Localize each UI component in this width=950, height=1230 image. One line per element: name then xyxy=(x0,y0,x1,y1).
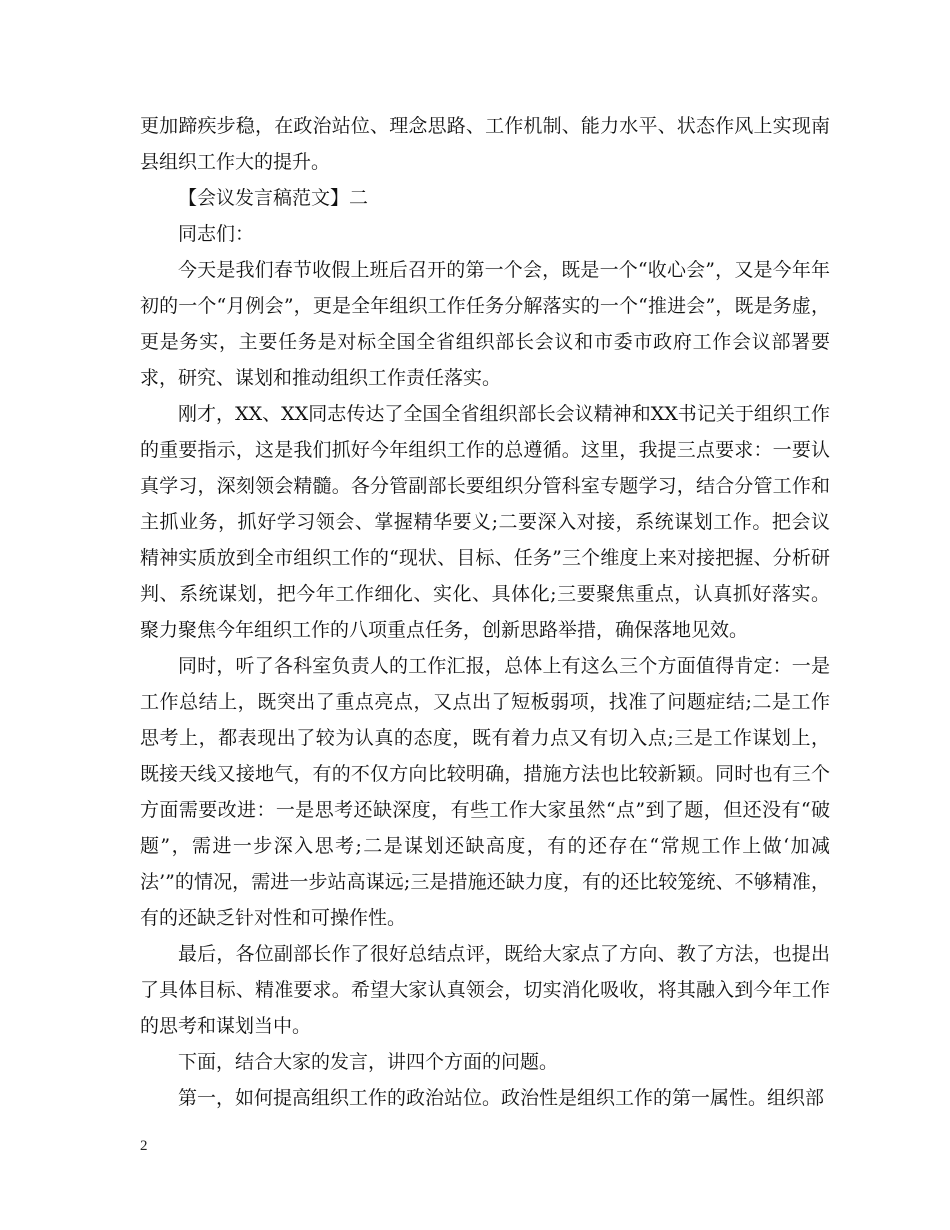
paragraph: 刚才，XX、XX同志传达了全国全省组织部长会议精神和XX书记关于组织工作的重要指示，这是我们抓好今年组织工作的总遵循。这里，我提三点要求：一要认真学习，深刻领会精髓。各分管副部长要组织分管科室专题学习，结合分管工作和主抓业务，抓好学习领会、掌握精华要义;二要深入对接，系统谋划工作。把会议精神实质放到全市组织工作的“现状、目标、任务”三个维度上来对接把握、分析研判、系统谋划，把今年工作细化、实化、具体化;三要聚焦重点，认真抓好落实。聚力聚焦今年组织工作的八项重点任务，创新思路举措，确保落地见效。 xyxy=(140,403,830,641)
page-number: 2 xyxy=(140,1138,148,1154)
paragraph-truncated: 第一，如何提高组织工作的政治站位。政治性是组织工作的第一属性。组织部 xyxy=(178,1087,825,1109)
paragraph-continuation: 更加蹄疾步稳，在政治站位、理念思路、工作机制、能力水平、状态作风上实现南县组织工作大的提升。 xyxy=(140,115,830,173)
section-heading: 【会议发言稿范文】二 xyxy=(178,187,369,209)
salutation: 同志们： xyxy=(178,223,255,245)
paragraph: 最后，各位副部长作了很好总结点评，既给大家点了方向、教了方法，也提出了具体目标、精准要求。希望大家认真领会，切实消化吸收，将其融入到今年工作的思考和谋划当中。 xyxy=(140,943,830,1037)
paragraph: 下面，结合大家的发言，讲四个方面的问题。 xyxy=(178,1051,559,1073)
paragraph: 今天是我们春节收假上班后召开的第一个会，既是一个“收心会”，又是今年年初的一个“月例会”，更是全年组织工作任务分解落实的一个“推进会”，既是务虚，更是务实，主要任务是对标全国全省组织部长会议和市委市政府工作会议部署要求，研究、谋划和推动组织工作责任落实。 xyxy=(140,259,830,389)
body-text xyxy=(140,108,830,1116)
paragraph: 同时，听了各科室负责人的工作汇报，总体上有这么三个方面值得肯定：一是工作总结上，既突出了重点亮点，又点出了短板弱项，找准了问题症结;二是工作思考上，都表现出了较为认真的态度，既有着力点又有切入点;三是工作谋划上，既接天线又接地气，有的不仅方向比较明确，措施方法也比较新颖。同时也有三个方面需要改进：一是思考还缺深度，有些工作大家虽然“点”到了题，但还没有“破题”，需进一步深入思考;二是谋划还缺高度，有的还存在“常规工作上做‘加减法’”的情况，需进一步站高谋远;三是措施还缺力度，有的还比较笼统、不够精准，有的还缺乏针对性和可操作性。 xyxy=(140,655,830,929)
